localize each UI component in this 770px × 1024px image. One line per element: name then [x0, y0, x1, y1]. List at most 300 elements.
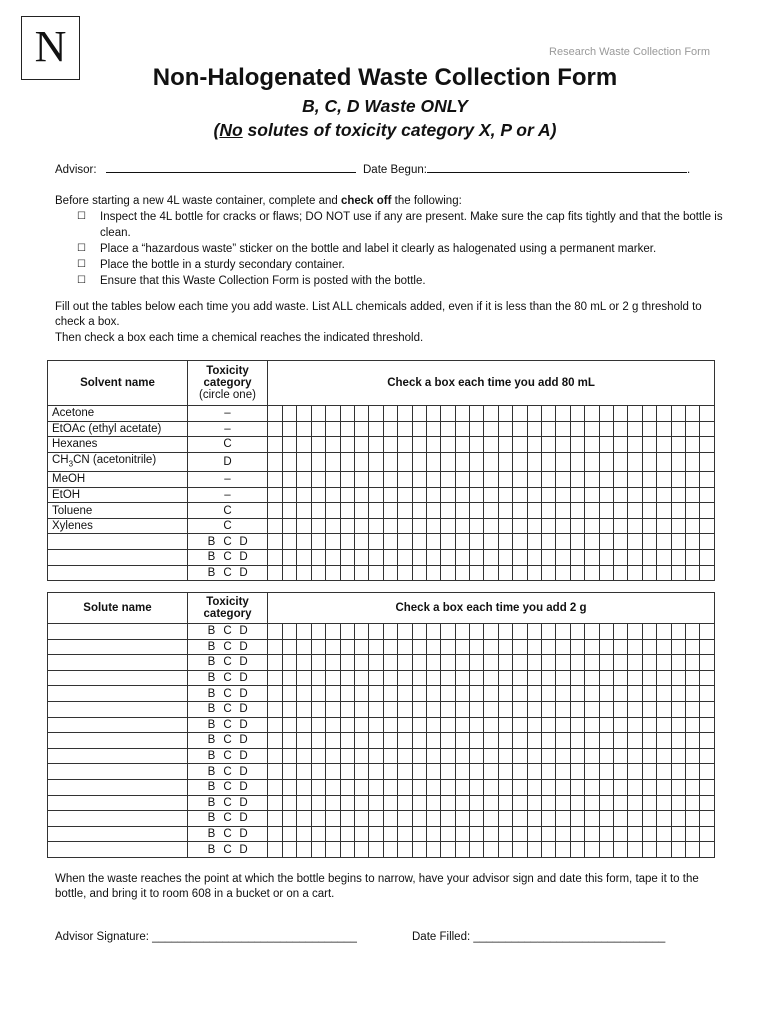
check-box-cell[interactable]	[556, 826, 570, 842]
check-box-cell[interactable]	[671, 748, 685, 764]
check-box-cell[interactable]	[326, 764, 340, 780]
check-box-cell[interactable]	[326, 842, 340, 858]
check-box-cell[interactable]	[527, 811, 541, 827]
check-box-cell[interactable]	[484, 701, 498, 717]
check-box-cell[interactable]	[283, 764, 297, 780]
check-box-cell[interactable]	[470, 518, 484, 534]
check-box-cell[interactable]	[268, 670, 283, 686]
check-box-cell[interactable]	[700, 701, 715, 717]
check-box-cell[interactable]	[642, 701, 656, 717]
check-box-cell[interactable]	[657, 826, 671, 842]
check-box-cell[interactable]	[642, 717, 656, 733]
check-box-cell[interactable]	[268, 534, 283, 550]
check-box-cell[interactable]	[326, 670, 340, 686]
toxicity-option[interactable]: D	[239, 625, 248, 638]
check-box-cell[interactable]	[441, 795, 455, 811]
check-box-cell[interactable]	[470, 701, 484, 717]
check-box-cell[interactable]	[412, 655, 426, 671]
check-box-cell[interactable]	[498, 406, 512, 422]
check-box-cell[interactable]	[685, 565, 699, 581]
check-box-cell[interactable]	[326, 655, 340, 671]
check-box-cell[interactable]	[268, 565, 283, 581]
check-box-cell[interactable]	[542, 550, 556, 566]
check-box-cell[interactable]	[441, 811, 455, 827]
check-box-cell[interactable]	[470, 487, 484, 503]
check-box-cell[interactable]	[470, 811, 484, 827]
check-box-cell[interactable]	[283, 534, 297, 550]
check-box-cell[interactable]	[326, 487, 340, 503]
check-box-cell[interactable]	[628, 421, 642, 437]
check-box-cell[interactable]	[283, 565, 297, 581]
check-box-cell[interactable]	[484, 639, 498, 655]
solute-name-cell[interactable]	[48, 733, 188, 749]
check-box-cell[interactable]	[700, 717, 715, 733]
check-box-cell[interactable]	[671, 701, 685, 717]
check-box-cell[interactable]	[297, 795, 311, 811]
check-box-cell[interactable]	[326, 534, 340, 550]
check-box-cell[interactable]	[671, 624, 685, 640]
check-box-cell[interactable]	[628, 795, 642, 811]
check-box-cell[interactable]	[700, 826, 715, 842]
check-box-cell[interactable]	[685, 811, 699, 827]
check-box-cell[interactable]	[628, 624, 642, 640]
check-box-cell[interactable]	[398, 472, 412, 488]
check-box-cell[interactable]	[556, 701, 570, 717]
check-box-cell[interactable]	[441, 421, 455, 437]
check-box-cell[interactable]	[283, 748, 297, 764]
check-box-cell[interactable]	[455, 779, 469, 795]
check-box-cell[interactable]	[585, 670, 599, 686]
toxicity-option[interactable]: C	[223, 750, 232, 763]
check-box-cell[interactable]	[470, 748, 484, 764]
solute-name-cell[interactable]	[48, 795, 188, 811]
check-box-cell[interactable]	[426, 764, 440, 780]
check-box-cell[interactable]	[383, 655, 397, 671]
check-box-cell[interactable]	[398, 826, 412, 842]
check-box-cell[interactable]	[398, 624, 412, 640]
check-box-cell[interactable]	[455, 437, 469, 453]
check-box-cell[interactable]	[470, 795, 484, 811]
check-box-cell[interactable]	[542, 487, 556, 503]
check-box-cell[interactable]	[297, 503, 311, 519]
check-box-cell[interactable]	[369, 472, 383, 488]
check-box-cell[interactable]	[513, 655, 527, 671]
check-box-cell[interactable]	[297, 842, 311, 858]
check-box-cell[interactable]	[426, 826, 440, 842]
check-box-cell[interactable]	[470, 565, 484, 581]
check-box-cell[interactable]	[613, 437, 627, 453]
solute-name-cell[interactable]	[48, 701, 188, 717]
check-box-cell[interactable]	[354, 550, 368, 566]
check-box-cell[interactable]	[556, 472, 570, 488]
check-box-cell[interactable]	[354, 670, 368, 686]
check-box-cell[interactable]	[556, 550, 570, 566]
check-box-cell[interactable]	[426, 421, 440, 437]
check-box-cell[interactable]	[326, 472, 340, 488]
check-box-cell[interactable]	[498, 639, 512, 655]
check-box-cell[interactable]	[412, 406, 426, 422]
check-box-cell[interactable]	[383, 406, 397, 422]
check-box-cell[interactable]	[398, 437, 412, 453]
check-box-cell[interactable]	[556, 717, 570, 733]
check-box-cell[interactable]	[441, 842, 455, 858]
check-box-cell[interactable]	[513, 779, 527, 795]
check-box-cell[interactable]	[628, 437, 642, 453]
check-box-cell[interactable]	[311, 670, 325, 686]
checkbox-icon[interactable]: ☐	[77, 259, 86, 270]
toxicity-option[interactable]: C	[223, 640, 232, 653]
check-box-cell[interactable]	[513, 565, 527, 581]
check-box-cell[interactable]	[340, 811, 354, 827]
check-box-cell[interactable]	[369, 437, 383, 453]
check-box-cell[interactable]	[642, 624, 656, 640]
check-box-cell[interactable]	[599, 842, 613, 858]
check-box-cell[interactable]	[685, 452, 699, 471]
check-box-cell[interactable]	[484, 518, 498, 534]
check-box-cell[interactable]	[599, 733, 613, 749]
check-box-cell[interactable]	[283, 503, 297, 519]
toxicity-option[interactable]: B	[207, 828, 216, 841]
toxicity-option[interactable]: C	[223, 734, 232, 747]
check-box-cell[interactable]	[426, 670, 440, 686]
check-box-cell[interactable]	[513, 733, 527, 749]
check-box-cell[interactable]	[426, 437, 440, 453]
check-box-cell[interactable]	[527, 733, 541, 749]
solvent-name-cell[interactable]	[48, 421, 188, 437]
toxicity-option[interactable]: B	[207, 718, 216, 731]
solute-name-cell[interactable]	[48, 826, 188, 842]
check-box-cell[interactable]	[297, 406, 311, 422]
check-box-cell[interactable]	[671, 811, 685, 827]
check-box-cell[interactable]	[671, 779, 685, 795]
check-box-cell[interactable]	[642, 421, 656, 437]
check-box-cell[interactable]	[498, 550, 512, 566]
check-box-cell[interactable]	[354, 421, 368, 437]
check-box-cell[interactable]	[613, 639, 627, 655]
check-box-cell[interactable]	[657, 795, 671, 811]
check-box-cell[interactable]	[585, 733, 599, 749]
check-box-cell[interactable]	[556, 518, 570, 534]
check-box-cell[interactable]	[484, 421, 498, 437]
check-box-cell[interactable]	[283, 826, 297, 842]
check-box-cell[interactable]	[700, 842, 715, 858]
check-box-cell[interactable]	[613, 518, 627, 534]
check-box-cell[interactable]	[657, 406, 671, 422]
check-box-cell[interactable]	[369, 826, 383, 842]
check-box-cell[interactable]	[354, 748, 368, 764]
toxicity-option[interactable]: B	[207, 734, 216, 747]
check-box-cell[interactable]	[700, 795, 715, 811]
check-box-cell[interactable]	[426, 550, 440, 566]
check-box-cell[interactable]	[383, 472, 397, 488]
check-box-cell[interactable]	[498, 518, 512, 534]
check-box-cell[interactable]	[412, 717, 426, 733]
check-box-cell[interactable]	[685, 826, 699, 842]
check-box-cell[interactable]	[671, 733, 685, 749]
check-box-cell[interactable]	[513, 503, 527, 519]
check-box-cell[interactable]	[613, 655, 627, 671]
check-box-cell[interactable]	[700, 811, 715, 827]
check-box-cell[interactable]	[369, 518, 383, 534]
check-box-cell[interactable]	[484, 452, 498, 471]
check-box-cell[interactable]	[283, 670, 297, 686]
check-box-cell[interactable]	[426, 795, 440, 811]
check-box-cell[interactable]	[556, 748, 570, 764]
check-box-cell[interactable]	[613, 472, 627, 488]
check-box-cell[interactable]	[455, 406, 469, 422]
check-box-cell[interactable]	[340, 487, 354, 503]
check-box-cell[interactable]	[599, 748, 613, 764]
check-box-cell[interactable]	[470, 670, 484, 686]
check-box-cell[interactable]	[297, 452, 311, 471]
toxicity-option[interactable]: C	[223, 656, 232, 669]
check-box-cell[interactable]	[297, 748, 311, 764]
check-box-cell[interactable]	[455, 550, 469, 566]
toxicity-option[interactable]: D	[239, 551, 248, 564]
date-begun-input-line[interactable]	[427, 161, 687, 173]
check-box-cell[interactable]	[613, 779, 627, 795]
check-box-cell[interactable]	[340, 406, 354, 422]
check-box-cell[interactable]	[340, 472, 354, 488]
check-box-cell[interactable]	[340, 518, 354, 534]
check-box-cell[interactable]	[354, 733, 368, 749]
check-box-cell[interactable]	[527, 437, 541, 453]
check-box-cell[interactable]	[642, 406, 656, 422]
check-box-cell[interactable]	[628, 733, 642, 749]
check-box-cell[interactable]	[657, 518, 671, 534]
check-box-cell[interactable]	[311, 748, 325, 764]
check-box-cell[interactable]	[628, 503, 642, 519]
check-box-cell[interactable]	[700, 437, 715, 453]
check-box-cell[interactable]	[383, 826, 397, 842]
solute-name-cell[interactable]	[48, 624, 188, 640]
check-box-cell[interactable]	[441, 701, 455, 717]
check-box-cell[interactable]	[369, 717, 383, 733]
check-box-cell[interactable]	[326, 550, 340, 566]
check-box-cell[interactable]	[585, 472, 599, 488]
check-box-cell[interactable]	[268, 487, 283, 503]
check-box-cell[interactable]	[671, 550, 685, 566]
check-box-cell[interactable]	[700, 670, 715, 686]
check-box-cell[interactable]	[542, 842, 556, 858]
check-box-cell[interactable]	[369, 686, 383, 702]
check-box-cell[interactable]	[513, 472, 527, 488]
check-box-cell[interactable]	[585, 437, 599, 453]
check-box-cell[interactable]	[657, 655, 671, 671]
toxicity-option[interactable]: D	[239, 687, 248, 700]
check-box-cell[interactable]	[470, 779, 484, 795]
toxicity-option[interactable]: B	[207, 625, 216, 638]
check-box-cell[interactable]	[412, 487, 426, 503]
check-box-cell[interactable]	[671, 472, 685, 488]
check-box-cell[interactable]	[354, 624, 368, 640]
check-box-cell[interactable]	[570, 811, 584, 827]
check-box-cell[interactable]	[412, 733, 426, 749]
check-box-cell[interactable]	[340, 842, 354, 858]
check-box-cell[interactable]	[570, 487, 584, 503]
check-box-cell[interactable]	[311, 655, 325, 671]
check-box-cell[interactable]	[700, 503, 715, 519]
check-box-cell[interactable]	[556, 534, 570, 550]
check-box-cell[interactable]	[426, 472, 440, 488]
check-box-cell[interactable]	[628, 639, 642, 655]
check-box-cell[interactable]	[398, 842, 412, 858]
check-box-cell[interactable]	[685, 764, 699, 780]
solvent-name-cell[interactable]	[48, 437, 188, 453]
check-box-cell[interactable]	[700, 487, 715, 503]
check-box-cell[interactable]	[513, 406, 527, 422]
check-box-cell[interactable]	[340, 779, 354, 795]
check-box-cell[interactable]	[383, 717, 397, 733]
toxicity-option[interactable]: B	[207, 656, 216, 669]
check-box-cell[interactable]	[412, 437, 426, 453]
check-box-cell[interactable]	[340, 550, 354, 566]
check-box-cell[interactable]	[671, 826, 685, 842]
check-box-cell[interactable]	[383, 733, 397, 749]
check-box-cell[interactable]	[657, 452, 671, 471]
check-box-cell[interactable]	[542, 811, 556, 827]
check-box-cell[interactable]	[441, 686, 455, 702]
check-box-cell[interactable]	[671, 670, 685, 686]
check-box-cell[interactable]	[268, 717, 283, 733]
toxicity-option[interactable]: C	[223, 672, 232, 685]
check-box-cell[interactable]	[657, 842, 671, 858]
check-box-cell[interactable]	[700, 452, 715, 471]
check-box-cell[interactable]	[441, 733, 455, 749]
check-box-cell[interactable]	[354, 406, 368, 422]
check-box-cell[interactable]	[297, 670, 311, 686]
check-box-cell[interactable]	[513, 518, 527, 534]
check-box-cell[interactable]	[369, 764, 383, 780]
check-box-cell[interactable]	[642, 779, 656, 795]
check-box-cell[interactable]	[311, 487, 325, 503]
check-box-cell[interactable]	[268, 550, 283, 566]
check-box-cell[interactable]	[642, 811, 656, 827]
check-box-cell[interactable]	[628, 701, 642, 717]
check-box-cell[interactable]	[412, 550, 426, 566]
check-box-cell[interactable]	[383, 624, 397, 640]
check-box-cell[interactable]	[354, 472, 368, 488]
check-box-cell[interactable]	[628, 406, 642, 422]
check-box-cell[interactable]	[326, 421, 340, 437]
check-box-cell[interactable]	[585, 550, 599, 566]
check-box-cell[interactable]	[398, 733, 412, 749]
check-box-cell[interactable]	[570, 639, 584, 655]
check-box-cell[interactable]	[498, 779, 512, 795]
check-box-cell[interactable]	[369, 795, 383, 811]
check-box-cell[interactable]	[340, 733, 354, 749]
check-box-cell[interactable]	[556, 452, 570, 471]
check-box-cell[interactable]	[426, 518, 440, 534]
check-box-cell[interactable]	[354, 842, 368, 858]
check-box-cell[interactable]	[556, 779, 570, 795]
check-box-cell[interactable]	[599, 655, 613, 671]
solvent-name-cell[interactable]	[48, 550, 188, 566]
check-box-cell[interactable]	[383, 764, 397, 780]
solvent-name-cell[interactable]	[48, 452, 188, 471]
check-box-cell[interactable]	[311, 472, 325, 488]
check-box-cell[interactable]	[369, 503, 383, 519]
check-box-cell[interactable]	[642, 565, 656, 581]
check-box-cell[interactable]	[383, 779, 397, 795]
check-box-cell[interactable]	[570, 748, 584, 764]
check-box-cell[interactable]	[642, 534, 656, 550]
check-box-cell[interactable]	[542, 639, 556, 655]
check-box-cell[interactable]	[426, 748, 440, 764]
check-box-cell[interactable]	[455, 795, 469, 811]
check-box-cell[interactable]	[498, 733, 512, 749]
check-box-cell[interactable]	[671, 795, 685, 811]
check-box-cell[interactable]	[455, 534, 469, 550]
check-box-cell[interactable]	[527, 639, 541, 655]
check-box-cell[interactable]	[311, 764, 325, 780]
check-box-cell[interactable]	[498, 534, 512, 550]
check-box-cell[interactable]	[599, 764, 613, 780]
check-box-cell[interactable]	[297, 437, 311, 453]
check-box-cell[interactable]	[628, 717, 642, 733]
check-box-cell[interactable]	[628, 842, 642, 858]
check-box-cell[interactable]	[383, 437, 397, 453]
check-box-cell[interactable]	[599, 437, 613, 453]
solute-name-cell[interactable]	[48, 639, 188, 655]
check-box-cell[interactable]	[542, 764, 556, 780]
check-box-cell[interactable]	[700, 472, 715, 488]
check-box-cell[interactable]	[585, 686, 599, 702]
check-box-cell[interactable]	[613, 487, 627, 503]
check-box-cell[interactable]	[700, 421, 715, 437]
check-box-cell[interactable]	[426, 701, 440, 717]
solvent-name-cell[interactable]	[48, 518, 188, 534]
check-box-cell[interactable]	[412, 779, 426, 795]
check-box-cell[interactable]	[441, 639, 455, 655]
toxicity-option[interactable]: D	[239, 703, 248, 716]
toxicity-option[interactable]: B	[207, 765, 216, 778]
check-box-cell[interactable]	[585, 748, 599, 764]
check-box-cell[interactable]	[513, 764, 527, 780]
check-box-cell[interactable]	[542, 733, 556, 749]
check-box-cell[interactable]	[455, 811, 469, 827]
check-box-cell[interactable]	[599, 406, 613, 422]
check-box-cell[interactable]	[570, 624, 584, 640]
check-box-cell[interactable]	[398, 565, 412, 581]
check-box-cell[interactable]	[412, 452, 426, 471]
check-box-cell[interactable]	[354, 717, 368, 733]
check-box-cell[interactable]	[283, 842, 297, 858]
check-box-cell[interactable]	[283, 686, 297, 702]
check-box-cell[interactable]	[685, 842, 699, 858]
check-box-cell[interactable]	[455, 565, 469, 581]
check-box-cell[interactable]	[283, 701, 297, 717]
check-box-cell[interactable]	[398, 550, 412, 566]
check-box-cell[interactable]	[383, 670, 397, 686]
check-box-cell[interactable]	[527, 624, 541, 640]
check-box-cell[interactable]	[340, 565, 354, 581]
check-box-cell[interactable]	[398, 503, 412, 519]
check-box-cell[interactable]	[369, 670, 383, 686]
check-box-cell[interactable]	[268, 639, 283, 655]
check-box-cell[interactable]	[671, 686, 685, 702]
check-box-cell[interactable]	[398, 701, 412, 717]
check-box-cell[interactable]	[628, 550, 642, 566]
check-box-cell[interactable]	[556, 421, 570, 437]
check-box-cell[interactable]	[671, 487, 685, 503]
check-box-cell[interactable]	[455, 624, 469, 640]
check-box-cell[interactable]	[570, 437, 584, 453]
check-box-cell[interactable]	[283, 733, 297, 749]
check-box-cell[interactable]	[556, 503, 570, 519]
check-box-cell[interactable]	[498, 826, 512, 842]
check-box-cell[interactable]	[527, 826, 541, 842]
